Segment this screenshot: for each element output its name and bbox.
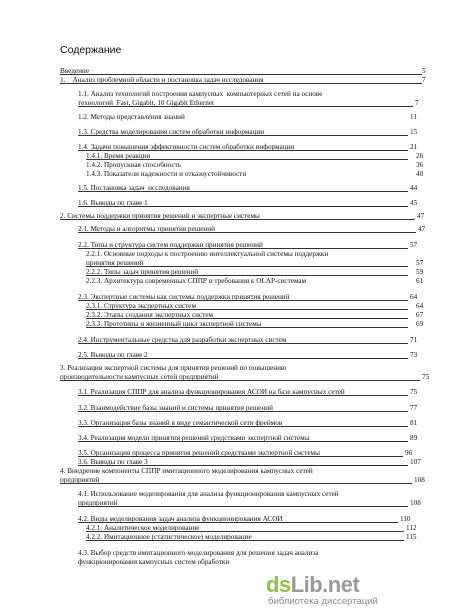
toc-entry-4-3-line2: функционирования кампусных систем обработки [78, 558, 230, 566]
toc-entry-4-1-line2: предприятий 108 [78, 499, 421, 507]
toc-entry-3-1: 3.1. Реализация СППР для анализа функционирования АСОИ на базе кампусных сетей 75 [78, 388, 418, 396]
toc-entry-2-5: 2.5. Выводы по главе 2 73 [78, 351, 418, 359]
toc-entry-2-2-3: 2.2.3. Архитектура современных СППР и требования к OLAP-системам 61 [86, 277, 424, 285]
dslib-watermark [266, 572, 436, 606]
toc-entry-2-2-1-line2: принятия решений 57 [86, 259, 424, 267]
toc-entry-1-4-2: 1.4.2. Пропускная способность 36 [86, 161, 424, 169]
toc-entry-1-6: 1.6. Выводы по главе 1 45 [78, 199, 418, 207]
toc-entry-ch1: 1. Анализ проблемной области и постановка задач исследования 7 [60, 76, 426, 84]
page-title: Содержание [60, 44, 122, 56]
toc-entry-3-2: 3.2. Взаимодействие базы знаний и системы принятия решений 77 [78, 404, 418, 412]
toc-entry-2-3: 2.3. Экспертные системы как системы поддержки принятия решений 64 [78, 293, 418, 301]
toc-entry-1-5: 1.5. Постановка задач исследования 44 [78, 184, 418, 192]
toc-entry-4-3-line1: 4.3. Выбор средств имитационного моделирования для решения задач анализа [78, 549, 319, 557]
toc-entry-3-4: 3.4. Реализация модели принятия решений средствами экспертной системы 89 [78, 434, 418, 442]
toc-entry-1-1-line1: 1.1. Анализ технологий построения кампусных компьютерных сетей на основе [78, 90, 323, 98]
dslib-subtitle: библиотека диссертаций [268, 596, 378, 607]
toc-entry-2-2-2: 2.2.2. Типы задач принятия решений 59 [86, 268, 424, 276]
toc-entry-4-2: 4.2. Виды моделирования задач анализа функционирования АСОИ 110 [78, 515, 411, 523]
toc-entry-ch2: 2. Системы поддержки принятия решений и экспертные системы 47 [60, 212, 425, 220]
toc-entry-ch3-line2: производительности кампусных сетей предприятий 75 [60, 373, 430, 381]
toc-entry-1-1-line2: технологий Fast, Gigabit, 10 Gigabit Ethernet 7 [78, 99, 419, 107]
toc-entry-2-4: 2.4. Инструментальные средства для разработки экспертных систем 71 [78, 336, 418, 344]
toc-entry-2-1: 2.1. Методы и алгоритмы принятия решений 47 [78, 225, 426, 233]
toc-entry-2-3-3: 2.3.3. Прототипы и жизненный цикл экспертной системы 69 [86, 320, 424, 328]
toc-entry-2-2-1-line1: 2.2.1. Основные подходы к построению интеллектуальной системы поддержки [86, 250, 329, 258]
toc-entry-2-3-1: 2.3.1. Структура экспертных систем 64 [86, 302, 424, 310]
toc-entry-ch4-line2: предприятий 108 [60, 476, 425, 484]
toc-entry-3-5: 3.5. Организация процесса принятия решений средствами экспертной системы 96 [78, 449, 413, 457]
toc-entry-1-4-3: 1.4.3. Показатели надежности и отказоустойчивости 40 [86, 170, 424, 178]
toc-entry-intro: Введение 5 [60, 67, 426, 75]
toc-entry-3-6: 3.6. Выводы по главе 3 107 [78, 458, 421, 466]
toc-entry-1-3: 1.3. Средства моделирования систем обработки информации 15 [78, 128, 418, 136]
toc-entry-1-2: 1.2. Методы представления знаний 11 [78, 113, 417, 121]
toc-entry-ch3-line1: 3. Реализация экспертной системы для принятия решений по повышению [60, 364, 287, 372]
toc-entry-4-1-line1: 4.1. Использование моделирования для анализа функционирования кампусных сетей [78, 490, 339, 498]
toc-entry-4-2-2: 4.2.2. Имитационное (статистическое) моделирование 115 [86, 533, 417, 541]
toc-entry-1-4: 1.4. Задачи повышения эффективности систем обработки информации 21 [78, 143, 418, 151]
toc-entry-2-3-2: 2.3.2. Этапы создания экспертных систем 67 [86, 311, 424, 319]
toc-entry-3-3: 3.3. Организация базы знаний в виде семантической сети фреймов 81 [78, 419, 418, 427]
toc-entry-1-4-1: 1.4.1. Время реакции 26 [86, 152, 424, 160]
dslib-logo: dsLib.net [266, 572, 360, 597]
toc-entry-2-2: 2.2. Типы и структура систем поддержки принятия решений 57 [78, 241, 418, 249]
toc-entry-4-2-1: 4.2.1. Аналитическое моделирование 112 [86, 524, 417, 532]
toc-entry-ch4-line1: 4. Внедрение компоненты СППР имитационного моделирования кампусных сетей [60, 467, 313, 475]
